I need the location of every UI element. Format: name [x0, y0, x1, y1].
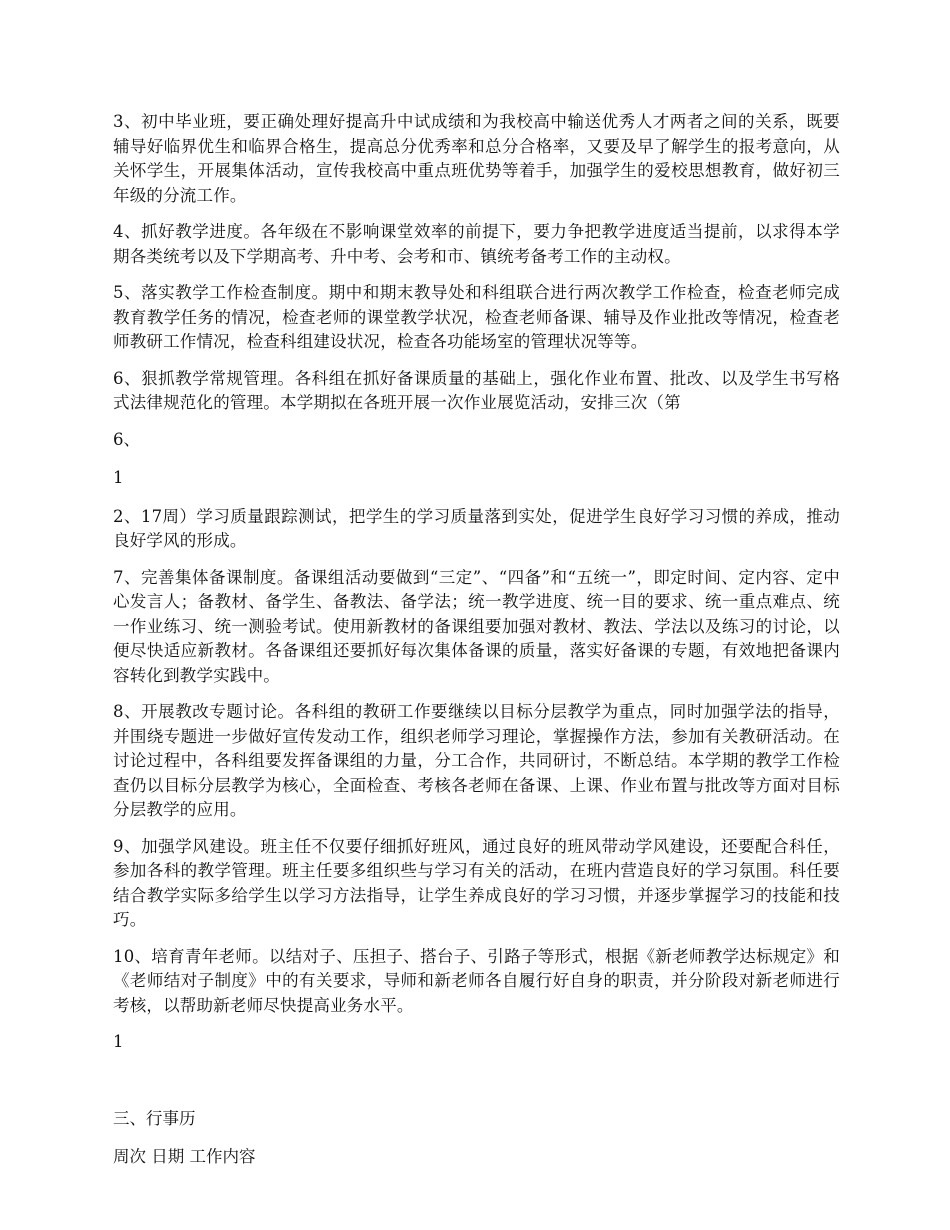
- paragraph-10: 10、培育青年老师。以结对子、压担子、搭台子、引路子等形式，根据《新老师教学达标规定》和《老师结对子制度》中的有关要求，导师和新老师各自履行好自身的职责，并分阶段对新老师进行考核，以帮助新老师尽快提高业务水平。: [113, 946, 840, 1015]
- paragraph-6: 6、狠抓教学常规管理。各科组在抓好备课质量的基础上，强化作业布置、批改、以及学生书写格式法律规范化的管理。本学期拟在各班开展一次作业展览活动，安排三次（第: [113, 368, 840, 412]
- fragment-1-end: 1: [113, 1032, 124, 1051]
- fragment-1: 1: [113, 468, 124, 487]
- paragraph-7: 7、完善集体备课制度。备课组活动要做到“三定”、“四备”和“五统一”，即定时间、定内容、定中心发言人；备教材、备学生、备教法、备学法；统一教学进度、统一目的要求、统一重点难点、统一作业练习、统一测验考试。使用新教材的备课组要加强对教材、教法、学法以及练习的讨论，以便尽快适应新教材。各备课组还要抓好每次集体备课的质量，落实好备课的专题，有效地把备课内容转化到教学实践中。: [113, 567, 840, 685]
- document-page: [113, 110, 840, 1184]
- section-spacer: [113, 1069, 840, 1107]
- fragment-6: 6、: [113, 429, 140, 449]
- paragraph-3: 3、初中毕业班，要正确处理好提高升中试成绩和为我校高中输送优秀人才两者之间的关系，既要辅导好临界优生和临界合格生，提高总分优秀率和总分合格率，又要及早了解学生的报考意向，从关怀学生，开展集体活动，宣传我校高中重点班优势等着手，加强学生的爱校思想教育，做好初三年级的分流工作。: [113, 112, 840, 205]
- paragraph-5: 5、落实教学工作检查制度。期中和期末教导处和科组联合进行两次教学工作检查，检查老师完成教育教学任务的情况，检查老师的课堂教学状况，检查老师备课、辅导及作业批改等情况，检查老师教研工作情况，检查科组建设状况，检查各功能场室的管理状况等等。: [113, 283, 840, 351]
- table-header: 周次 日期 工作内容: [113, 1147, 256, 1166]
- paragraph-6-continued: 2、17周）学习质量跟踪测试，把学生的学习质量落到实处，促进学生良好学习习惯的养成，推动良好学风的形成。: [113, 506, 840, 550]
- paragraph-4: 4、抓好教学进度。各年级在不影响课堂效率的前提下，要力争把教学进度适当提前，以求得本学期各类统考以及下学期高考、升中考、会考和市、镇统考备考工作的主动权。: [113, 222, 840, 266]
- section-heading: 三、行事历: [113, 1108, 196, 1128]
- paragraph-9: 9、加强学风建设。班主任不仅要仔细抓好班风，通过良好的班风带动学风建设，还要配合科任，参加各科的教学管理。班主任要多组织些与学习有关的活动，在班内营造良好的学习氛围。科任要结合教学实际多给学生以学习方法指导，让学生养成良好的学习习惯，并逐步掌握学习的技能和技巧。: [113, 836, 840, 929]
- paragraph-8: 8、开展教改专题讨论。各科组的教研工作要继续以目标分层教学为重点，同时加强学法的指导，并围绕专题进一步做好宣传发动工作，组织老师学习理论，掌握操作方法，参加有关教研活动。在讨论过程中，各科组要发挥备课组的力量，分工合作，共同研讨，不断总结。本学期的教学工作检查仍以目标分层教学为核心，全面检查、考核各老师在备课、上课、作业布置与批改等方面对目标分层教学的应用。: [113, 702, 840, 819]
